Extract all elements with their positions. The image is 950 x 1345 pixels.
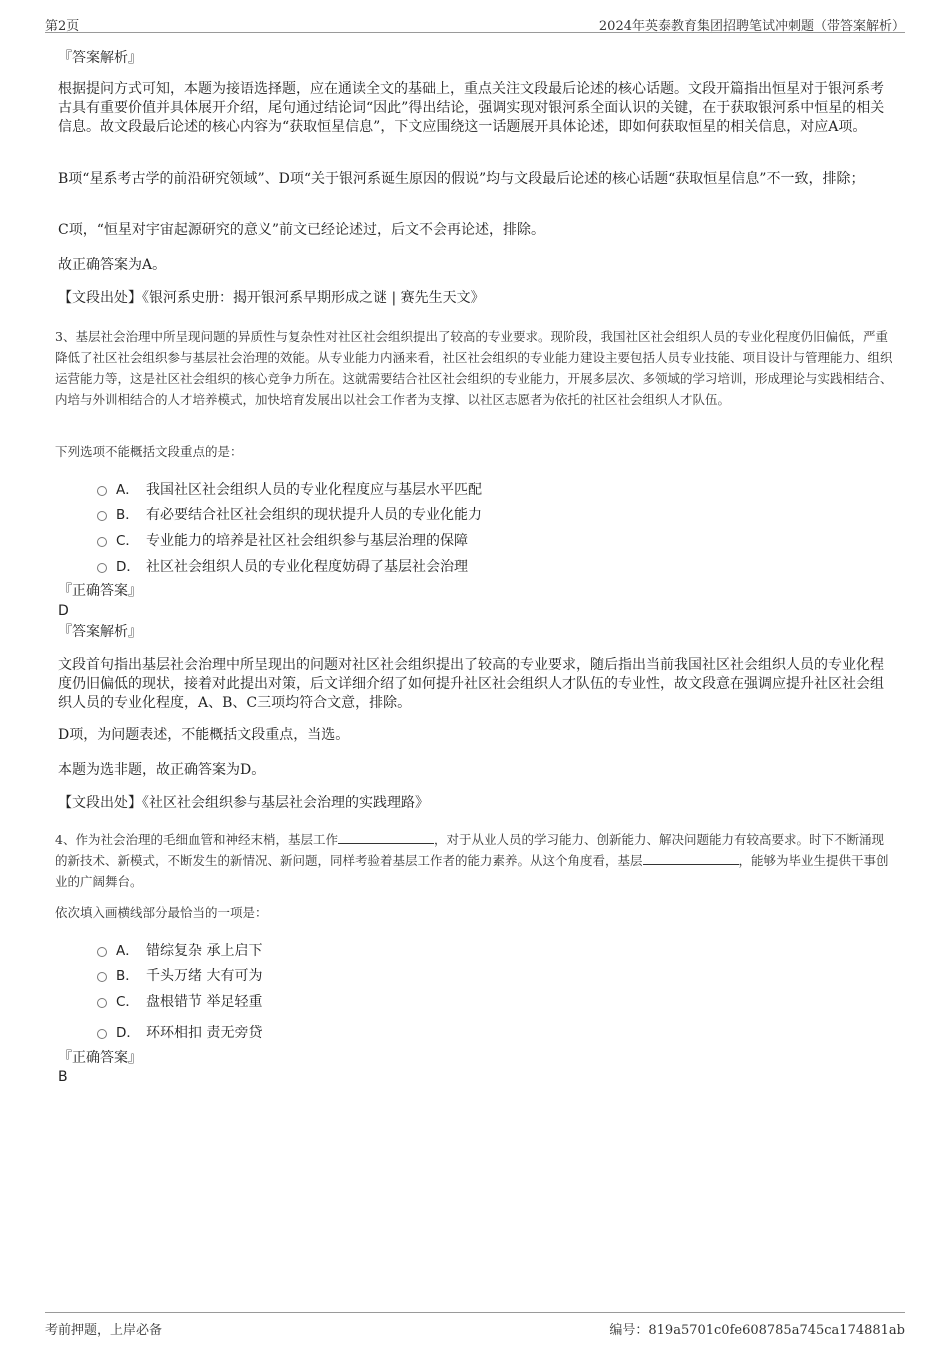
question-prompt: 依次填入画横线部分最恰当的一项是： [55,905,268,920]
answer-value: D [58,603,69,619]
footer-slogan: 考前押题，上岸必备 [45,1323,163,1338]
analysis-paragraph: 文段首句指出基层社会治理中所呈现出的问题对社区社会组织提出了较高的专业要求，随后指出当前我国社区社会组织人员的专业化程度仍旧偏低的现状，接着对此提出对策，后文详细介绍了如何提升社区社会组织人才队伍的专业性，故文段意在强调应提升社区社会组织人员的专业化程度，A、B、C三项均符合文意，排除。 [58,657,884,711]
analysis-label: 『答案解析』 [58,50,142,66]
blank-line [338,830,434,844]
radio-button[interactable] [97,537,107,547]
analysis-paragraph: 本题为选非题，故正确答案为D。 [58,762,266,778]
analysis-paragraph: B项“星系考古学的前沿研究领域”、D项“关于银河系诞生原因的假说”均与文段最后论述的核心话题“获取恒星信息”不一致，排除； [58,171,865,187]
source-citation: 【文段出处】《社区社会组织参与基层社会治理的实践理路》 [58,795,429,811]
document-id: 编号：819a5701c0fe608785a745ca174881ab [609,1323,905,1338]
radio-button[interactable] [97,511,107,521]
analysis-paragraph: 故正确答案为A。 [58,257,167,273]
radio-button[interactable] [97,947,107,957]
radio-button[interactable] [97,998,107,1008]
radio-button[interactable] [97,486,107,496]
page-number: 第2页 [45,19,80,34]
page-footer [45,1312,905,1337]
option-d[interactable]: D． 社区社会组织人员的专业化程度妨碍了基层社会治理 [97,555,468,575]
option-a[interactable]: A． 我国社区社会组织人员的专业化程度应与基层水平匹配 [97,478,482,498]
option-a[interactable]: A． 错综复杂 承上启下 [97,939,262,959]
option-c[interactable]: C． 专业能力的培养是社区社会组织参与基层治理的保障 [97,529,468,549]
analysis-paragraph: 根据提问方式可知，本题为接语选择题，应在通读全文的基础上，重点关注文段最后论述的核心话题。文段开篇指出恒星对于银河系考古具有重要价值并具体展开介绍，尾句通过结论词“因此”得出结论，强调实现对银河系全面认识的关键，在于获取银河系中恒星的相关信息。故文段最后论述的核心内容为“获取恒星信息”，下文应围绕这一话题展开具体论述，即如何获取恒星的相关信息，对应A项。 [58,81,885,135]
document-title: 2024年英泰教育集团招聘笔试冲刺题（带答案解析） [598,19,905,34]
blank-line [643,851,739,865]
page-header [45,12,905,33]
answer-label: 『正确答案』 [58,1050,142,1066]
radio-button[interactable] [97,1029,107,1039]
question-prompt: 下列选项不能概括文段重点的是： [55,444,243,459]
analysis-label: 『答案解析』 [58,624,142,640]
source-citation: 【文段出处】《银河系史册：揭开银河系早期形成之谜 | 赛先生天文》 [58,290,485,306]
option-b[interactable]: B． 有必要结合社区社会组织的现状提升人员的专业化能力 [97,503,482,523]
radio-button[interactable] [97,972,107,982]
option-c[interactable]: C． 盘根错节 举足轻重 [97,990,262,1010]
option-b[interactable]: B． 千头万绪 大有可为 [97,964,262,984]
answer-label: 『正确答案』 [58,583,142,599]
question-stem: 4、作为社会治理的毛细血管和神经末梢，基层工作 ，对于从业人员的学习能力、创新能力、解决问题能力有较高要求。时下不断涌现的新技术、新模式，不断发生的新情况、新问题，同样考验着基层工作者的能力素养。从这个角度看，基层 ，能够为毕业生提供干事创业的广阔舞台。 [55,832,889,889]
answer-value: B [58,1069,68,1085]
analysis-paragraph: C项，“恒星对宇宙起源研究的意义”前文已经论述过，后文不会再论述，排除。 [58,222,546,238]
radio-button[interactable] [97,563,107,573]
question-stem: 3、基层社会治理中所呈现问题的异质性与复杂性对社区社会组织提出了较高的专业要求。现阶段，我国社区社会组织人员的专业化程度仍旧偏低，严重降低了社区社会组织参与基层社会治理的效能。从专业能力内涵来看，社区社会组织的专业能力建设主要包括人员专业技能、项目设计与管理能力、组织运营能力等，这是社区社会组织的核心竞争力所在。这就需要结合社区社会组织的专业能力，开展多层次、多领域的学习培训，形成理论与实践相结合、内培与外训相结合的人才培养模式，加快培育发展出以社会工作者为支撑、以社区志愿者为依托的社区社会组织人才队伍。 [55,329,893,407]
option-d[interactable]: D． 环环相扣 责无旁贷 [97,1021,262,1041]
analysis-paragraph: D项，为问题表述，不能概括文段重点，当选。 [58,727,350,743]
